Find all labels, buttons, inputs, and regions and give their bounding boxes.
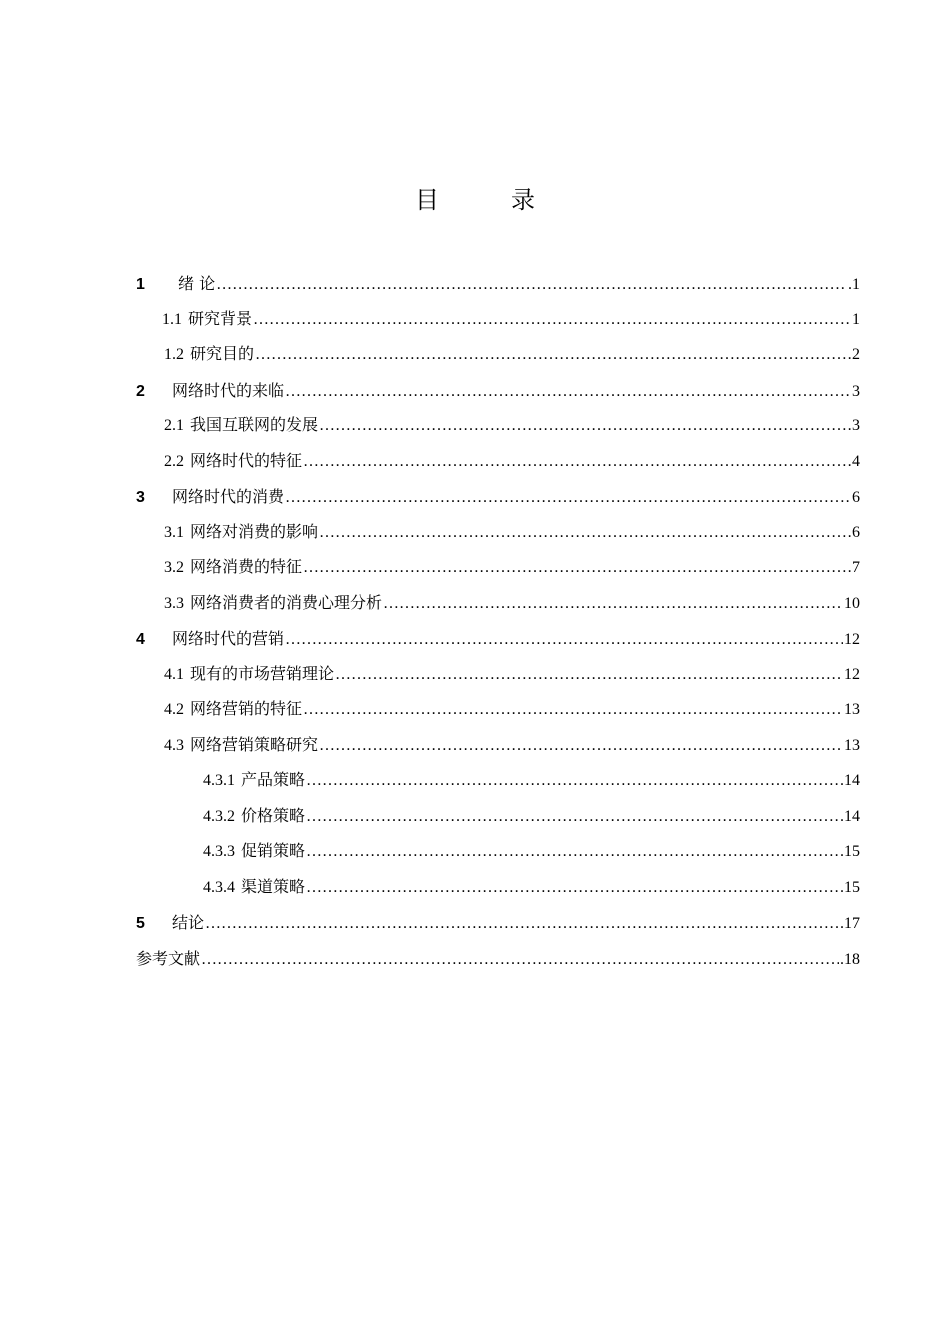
toc-entry[interactable] bbox=[136, 870, 860, 906]
toc-entry-number: 2.2 bbox=[164, 452, 184, 470]
toc-entry[interactable] bbox=[136, 586, 860, 622]
toc-entry-label: 促销策略 bbox=[241, 843, 306, 860]
toc-entry-page: 4 bbox=[852, 452, 860, 470]
toc-entry[interactable] bbox=[136, 834, 860, 870]
toc-entry[interactable] bbox=[136, 799, 860, 835]
toc-leader bbox=[306, 870, 843, 906]
toc-entry-page: 15 bbox=[844, 878, 860, 896]
toc-entry-page: 13 bbox=[844, 736, 860, 754]
toc-entry-number: 4.2 bbox=[164, 701, 184, 718]
toc-entry-page: 3 bbox=[852, 417, 860, 434]
toc-entry-label: 参考文献 bbox=[136, 948, 201, 968]
toc-entry-label: 结论 bbox=[172, 913, 205, 932]
toc-entry-page: .18 bbox=[840, 950, 860, 968]
toc-entry-number: 4.1 bbox=[164, 665, 184, 683]
toc-entry-label: 现有的市场营销理论 bbox=[190, 665, 335, 683]
toc-leader bbox=[319, 515, 851, 551]
toc-entry-number: 3.1 bbox=[164, 523, 184, 541]
toc-entry-page: 12 bbox=[844, 665, 860, 683]
toc-leader bbox=[383, 586, 843, 622]
toc-entry-number: 4.3.3 bbox=[203, 843, 235, 860]
toc-entry-page: 10 bbox=[844, 594, 860, 612]
toc-entry[interactable] bbox=[136, 550, 860, 586]
toc-entry-page: 6 bbox=[852, 489, 860, 506]
toc-entry-page: 6 bbox=[852, 523, 860, 541]
toc-entry-page: 7 bbox=[852, 559, 860, 576]
toc-entry[interactable] bbox=[136, 444, 860, 480]
toc-entry-number: 3.2 bbox=[164, 559, 184, 576]
toc-entry[interactable] bbox=[136, 692, 860, 728]
toc-entry-label: 研究目的 bbox=[190, 346, 255, 363]
toc-entry-page: 14 bbox=[844, 807, 860, 825]
toc-entry-number: 1.1 bbox=[162, 310, 182, 328]
toc-entry-page: 3 bbox=[852, 382, 860, 400]
toc-entry-number: 1.2 bbox=[164, 346, 184, 363]
toc-entry-number: 4.3.4 bbox=[203, 878, 235, 896]
toc-leader bbox=[306, 763, 843, 799]
toc-entry-page: 13 bbox=[844, 701, 860, 718]
toc-entry-label: 渠道策略 bbox=[241, 878, 306, 896]
toc-leader bbox=[306, 799, 843, 835]
toc-entry[interactable] bbox=[136, 479, 860, 515]
toc-entry-page: 15 bbox=[844, 843, 860, 860]
toc-entry[interactable] bbox=[136, 302, 860, 338]
toc-entry-number: 4 bbox=[136, 631, 145, 648]
toc-entry-label: 网络消费的特征 bbox=[190, 559, 303, 576]
toc-leader bbox=[303, 550, 851, 586]
table-of-contents bbox=[136, 266, 860, 976]
toc-leader bbox=[255, 337, 851, 373]
toc-entry-label: 网络营销策略研究 bbox=[190, 736, 319, 754]
toc-leader bbox=[285, 480, 851, 516]
toc-entry-number: 2 bbox=[136, 382, 145, 400]
toc-leader bbox=[303, 444, 851, 480]
toc-entry-number: 4.3.1 bbox=[203, 772, 235, 789]
toc-entry[interactable] bbox=[136, 763, 860, 799]
toc-leader bbox=[319, 728, 843, 764]
toc-entry-label: 我国互联网的发展 bbox=[190, 417, 319, 434]
toc-leader bbox=[216, 267, 847, 303]
toc-entry-label: 网络时代的特征 bbox=[190, 452, 303, 470]
toc-entry[interactable] bbox=[136, 408, 860, 444]
toc-leader bbox=[285, 374, 851, 410]
toc-entry[interactable] bbox=[136, 373, 860, 409]
toc-entry-page: 2 bbox=[852, 346, 860, 363]
toc-leader bbox=[253, 302, 851, 338]
toc-entry-label: 研究背景 bbox=[188, 310, 253, 328]
toc-entry-number: 1 bbox=[136, 276, 145, 293]
toc-entry-number: 4.3 bbox=[164, 736, 184, 754]
toc-entry[interactable] bbox=[136, 657, 860, 693]
toc-entry-label: 价格策略 bbox=[241, 807, 306, 825]
toc-entry[interactable] bbox=[136, 266, 860, 302]
toc-entry-number: 4.3.2 bbox=[203, 807, 235, 825]
toc-leader bbox=[285, 622, 843, 658]
toc-entry[interactable] bbox=[136, 905, 860, 941]
toc-entry-label: 产品策略 bbox=[241, 772, 306, 789]
toc-entry-number: 3 bbox=[136, 489, 145, 506]
toc-entry-page: .17 bbox=[840, 915, 860, 932]
toc-entry-label: 网络时代的来临 bbox=[172, 380, 285, 400]
toc-entry-label: 网络时代的营销 bbox=[172, 629, 285, 648]
toc-leader bbox=[335, 657, 843, 693]
toc-leader bbox=[201, 942, 839, 978]
toc-leader bbox=[205, 906, 839, 942]
toc-entry[interactable] bbox=[136, 515, 860, 551]
toc-entry[interactable] bbox=[136, 337, 860, 373]
toc-entry[interactable] bbox=[136, 621, 860, 657]
toc-entry-page: 1 bbox=[852, 310, 860, 328]
toc-entry-page: 14 bbox=[844, 772, 860, 789]
toc-leader bbox=[306, 834, 843, 870]
toc-entry-label: 网络消费者的消费心理分析 bbox=[190, 594, 383, 612]
toc-entry-number: 3.3 bbox=[164, 594, 184, 612]
toc-entry-label: 网络对消费的影响 bbox=[190, 523, 319, 541]
toc-entry[interactable] bbox=[136, 941, 860, 977]
toc-entry-label: 网络营销的特征 bbox=[190, 701, 303, 718]
toc-entry[interactable] bbox=[136, 728, 860, 764]
toc-entry-page: 12 bbox=[844, 631, 860, 648]
toc-entry-number: 5 bbox=[136, 915, 145, 932]
toc-entry-label: 网络时代的消费 bbox=[172, 487, 285, 506]
toc-entry-number: 2.1 bbox=[164, 417, 184, 434]
toc-entry-page: .1 bbox=[848, 276, 860, 293]
toc-entry-label: 绪 论 bbox=[178, 274, 216, 293]
toc-leader bbox=[319, 408, 851, 444]
page-title: 目 录 bbox=[415, 186, 559, 214]
toc-leader bbox=[303, 692, 843, 728]
